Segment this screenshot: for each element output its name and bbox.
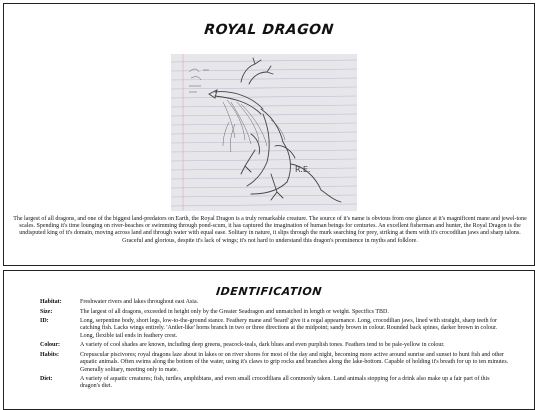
identification-table <box>40 299 510 393</box>
row-value-habits: Crepuscular piscivores; royal dragons laze about in lakes or on river shores for most of the day and night, becoming more active around sunrise and sunset to hunt fish and other aquatic animals. Often swims along the bottom of the water, using it's claws to grip rocks and branches along the lake-bottom. Capable of holding it's breath for up to ten minutes. Generally solitary, meeting only to mate. <box>80 351 509 373</box>
row-label-id: ID: <box>40 318 49 325</box>
table-row <box>40 376 510 393</box>
row-label-size: Size: <box>40 308 53 315</box>
row-label-colour: Colour: <box>40 342 60 349</box>
profile-panel <box>3 3 535 266</box>
row-value-diet: A variety of aquatic creatures; fish, turtles, amphibians, and even small crocodilians all commonly taken. Land animals stopping for a drink also make up a fair part of this dragon's diet. <box>80 376 490 390</box>
row-value-habitat: Freshwater rivers and lakes throughout east Asia. <box>80 299 199 305</box>
intro-paragraph: The largest of all dragons, and one of the biggest land-predators on Earth, the Royal Dragon is a truly remarkable creature. The source of it's name is obvious from one glance at it's magnificent mane and jewel-tone scales. Spending it's time lounging on river-beaches or swimming through pond-scum, it has captured the imagination of human beings for centuries. An excellent fisherman and hunter, the Royal Dragon is the undisputed king of it's domain, moving across land and through water with equal ease. Solitary in nature, it slips through the murk searching for prey, striking at them with it's crocodilian jaws and sharp talons. Graceful and glorious, despite it's lack of wings; it's not hard to understand this dragon's prominence in myths and folklore. <box>13 216 527 244</box>
row-value-colour: A variety of cool shades are known, including deep greens, peacock-teals, dark blues and even purplish tones. Feathers tend to be pale-yellow in colour. <box>80 342 445 349</box>
page-title: ROYAL DRAGON <box>203 22 335 38</box>
identification-panel <box>3 270 535 410</box>
sketch-signature: R.E. <box>295 165 311 174</box>
table-row <box>40 299 510 309</box>
row-label-diet: Diet: <box>40 376 53 383</box>
table-row <box>40 318 510 342</box>
row-label-habits: Habits: <box>40 351 60 358</box>
section-title: IDENTIFICATION <box>215 285 323 298</box>
row-value-id: Long, serpentine body, short legs, low-to-the-ground stance. Feathery mane and 'beard' give it a regal appearnance. Long, crocodilian jaws, lined with straight, sharp teeth for catching fish. Lacks wings entirely. 'Antler-like' horns branch in two or three directions at the midpoint; sandy brown in colour. Rounded back spines, darker brown in colour. Long, flexible tail ends in feathery crest. <box>80 318 498 339</box>
table-row <box>40 352 510 376</box>
row-label-habitat: Habitat: <box>40 299 62 305</box>
table-row <box>40 342 510 352</box>
table-row <box>40 309 510 319</box>
row-value-size: The largest of all dragons, exceeded in height only by the Greater Seadragon and unmatched in length or weight. Specifics TBD. <box>80 308 389 315</box>
dragon-sketch-image <box>171 54 357 211</box>
